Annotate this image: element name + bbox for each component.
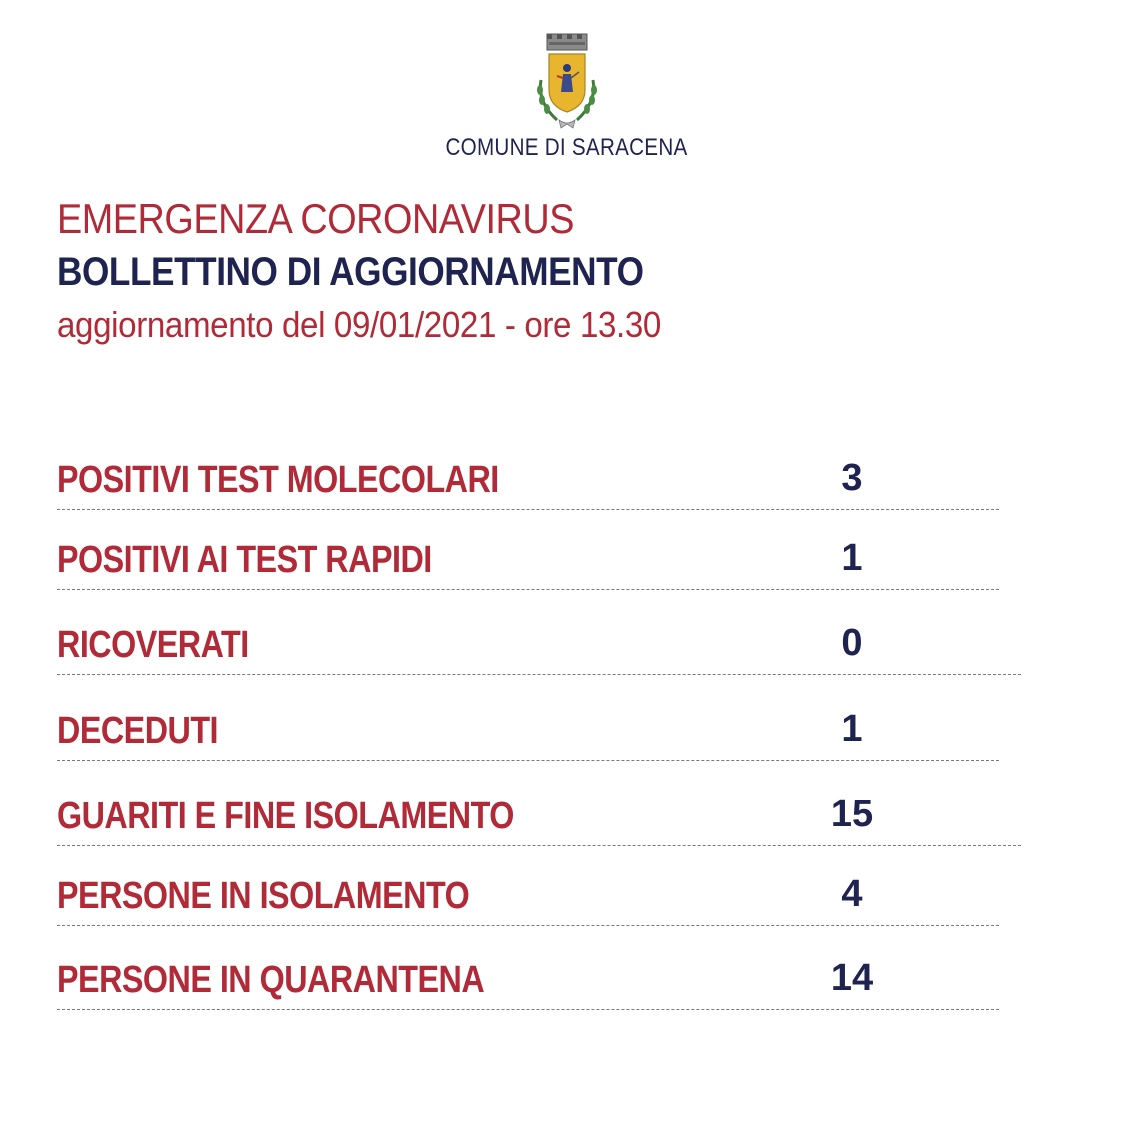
dashed-divider <box>57 589 999 590</box>
dashed-divider <box>57 674 1021 675</box>
stat-value: 1 <box>841 537 863 579</box>
stat-label: DECEDUTI <box>57 710 219 752</box>
municipality-name: COMUNE DI SARACENA <box>445 134 688 161</box>
emergency-title: EMERGENZA CORONAVIRUS <box>57 195 575 242</box>
stat-value: 14 <box>830 957 874 999</box>
coat-of-arms-icon <box>527 30 607 130</box>
stat-value: 15 <box>830 793 874 835</box>
dashed-divider <box>57 509 999 510</box>
stat-label: PERSONE IN ISOLAMENTO <box>57 875 470 917</box>
stat-label: POSITIVI AI TEST RAPIDI <box>57 539 432 581</box>
stat-value: 4 <box>841 873 863 915</box>
stat-value: 1 <box>841 708 863 750</box>
stat-label: POSITIVI TEST MOLECOLARI <box>57 459 499 501</box>
dashed-divider <box>57 1009 999 1010</box>
dashed-divider <box>57 925 999 926</box>
dashed-divider <box>57 845 1021 846</box>
stat-label: PERSONE IN QUARANTENA <box>57 959 485 1001</box>
stat-value: 0 <box>841 622 863 664</box>
stat-value: 3 <box>841 457 863 499</box>
dashed-divider <box>57 760 999 761</box>
stat-label: GUARITI E FINE ISOLAMENTO <box>57 795 514 837</box>
bulletin-title: BOLLETTINO DI AGGIORNAMENTO <box>57 250 644 294</box>
update-timestamp: aggiornamento del 09/01/2021 - ore 13.30 <box>57 304 661 345</box>
stat-label: RICOVERATI <box>57 624 249 666</box>
